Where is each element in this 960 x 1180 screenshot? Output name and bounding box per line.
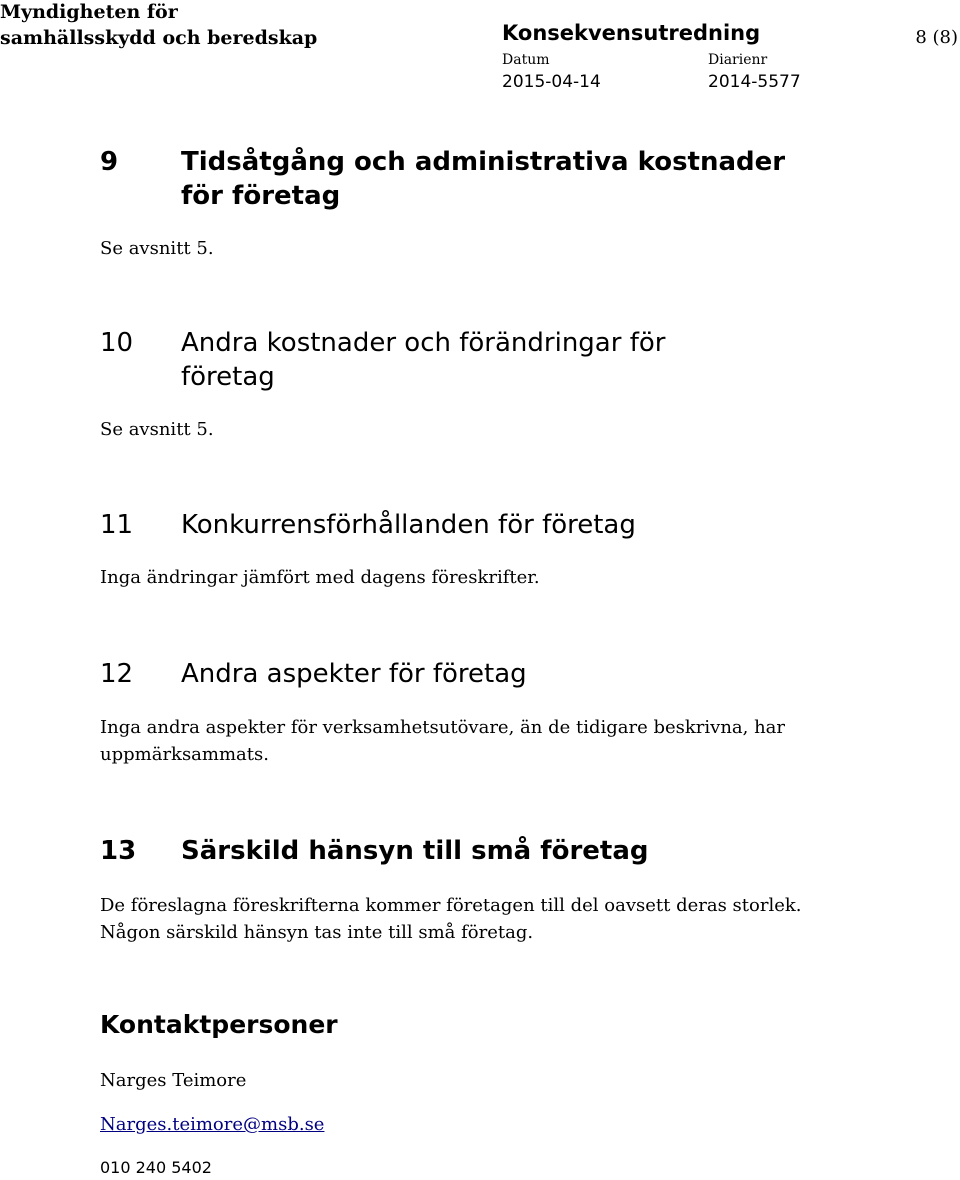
reference-label: Diarienr <box>708 52 768 68</box>
section-12-body-line2: uppmärksammats. <box>100 744 269 765</box>
contacts-heading: Kontaktpersoner <box>100 1010 338 1039</box>
section-10-title-line2: företag <box>181 362 275 392</box>
date-value: 2015-04-14 <box>502 72 601 92</box>
date-label: Datum <box>502 52 550 68</box>
section-9-body: Se avsnitt 5. <box>100 238 214 259</box>
page-number: 8 (8) <box>915 27 958 48</box>
section-9-title-line1: Tidsåtgång och administrativa kostnader <box>181 147 786 177</box>
section-13-body-line1: De föreslagna föreskrifterna kommer företagen till del oavsett deras storlek. <box>100 895 802 916</box>
section-10-title-line1: Andra kostnader och förändringar för <box>181 328 666 358</box>
organization-name-line1: Myndigheten för <box>0 1 178 23</box>
section-12-body-line1: Inga andra aspekter för verksamhetsutövare, än de tidigare beskrivna, har <box>100 717 786 738</box>
contact-email-link[interactable]: Narges.teimore@msb.se <box>100 1114 325 1135</box>
contact-phone: 010 240 5402 <box>100 1158 212 1177</box>
contact-name: Narges Teimore <box>100 1070 247 1091</box>
section-13-title: Särskild hänsyn till små företag <box>181 836 649 866</box>
section-11-title: Konkurrensförhållanden för företag <box>181 510 636 540</box>
section-9-title-line2: för företag <box>181 181 341 211</box>
section-12-number: 12 <box>100 659 134 689</box>
section-11-body: Inga ändringar jämfört med dagens föreskrifter. <box>100 567 540 588</box>
section-9-number: 9 <box>100 147 119 177</box>
section-10-number: 10 <box>100 328 134 358</box>
section-13-body-line2: Någon särskild hänsyn tas inte till små företag. <box>100 922 534 943</box>
reference-value: 2014-5577 <box>708 72 801 92</box>
document-type: Konsekvensutredning <box>502 21 761 45</box>
section-12-title: Andra aspekter för företag <box>181 659 527 689</box>
section-10-body: Se avsnitt 5. <box>100 419 214 440</box>
section-13-number: 13 <box>100 836 137 866</box>
organization-name-line2: samhällsskydd och beredskap <box>0 27 318 49</box>
section-11-number: 11 <box>100 510 134 540</box>
